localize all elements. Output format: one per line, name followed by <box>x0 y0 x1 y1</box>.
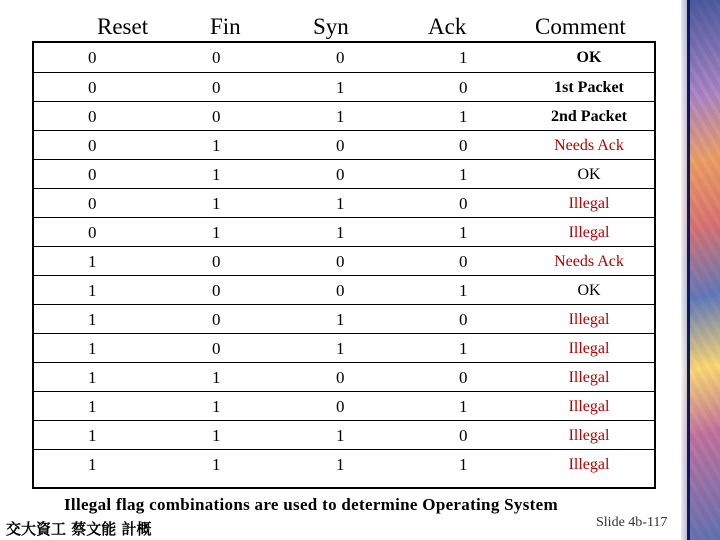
table-row <box>34 362 654 391</box>
cell-ack: 0 <box>459 194 468 213</box>
cell-comment: OK <box>577 282 601 299</box>
cell-ack: 0 <box>459 310 468 329</box>
decorative-side-stripe <box>681 0 720 540</box>
cell-syn: 1 <box>336 194 345 213</box>
header-syn: Syn <box>313 14 349 39</box>
cell-reset: 1 <box>88 339 97 358</box>
cell-reset: 0 <box>88 165 97 184</box>
cell-ack: 1 <box>459 48 468 67</box>
table-row <box>34 246 654 275</box>
cell-fin: 1 <box>212 223 221 242</box>
cell-fin: 1 <box>212 194 221 213</box>
cell-syn: 0 <box>336 165 345 184</box>
cell-reset: 0 <box>88 194 97 213</box>
header-fin: Fin <box>210 14 241 39</box>
cell-fin: 1 <box>212 165 221 184</box>
cell-comment: Illegal <box>568 369 610 386</box>
cell-ack: 1 <box>459 339 468 358</box>
table-row <box>34 159 654 188</box>
cell-reset: 0 <box>88 107 97 126</box>
cell-comment: Illegal <box>568 195 610 212</box>
table-row <box>34 333 654 362</box>
cell-ack: 1 <box>459 455 468 474</box>
cell-comment: Illegal <box>568 224 610 241</box>
cell-syn: 0 <box>336 252 345 271</box>
cell-reset: 1 <box>88 368 97 387</box>
cell-reset: 0 <box>88 78 97 97</box>
cell-fin: 1 <box>212 426 221 445</box>
cell-reset: 1 <box>88 426 97 445</box>
flag-table <box>32 41 656 489</box>
cell-comment: OK <box>577 166 601 183</box>
table-row <box>34 420 654 449</box>
cell-syn: 1 <box>336 78 345 97</box>
cell-fin: 0 <box>212 48 221 67</box>
cell-ack: 1 <box>459 397 468 416</box>
cell-reset: 1 <box>88 281 97 300</box>
cell-comment: Needs Ack <box>554 253 624 270</box>
cell-reset: 0 <box>88 136 97 155</box>
cell-reset: 1 <box>88 252 97 271</box>
cell-comment: Illegal <box>568 398 610 415</box>
cell-ack: 1 <box>459 281 468 300</box>
cell-syn: 0 <box>336 48 345 67</box>
cell-syn: 0 <box>336 368 345 387</box>
cell-reset: 0 <box>88 223 97 242</box>
cell-syn: 1 <box>336 426 345 445</box>
header-reset: Reset <box>97 14 149 39</box>
cell-reset: 1 <box>88 397 97 416</box>
cell-syn: 0 <box>336 136 345 155</box>
institution-label: 交大資工 蔡文能 計概 <box>6 520 152 538</box>
table-row <box>34 130 654 159</box>
table-row <box>34 101 654 130</box>
cell-syn: 0 <box>336 281 345 300</box>
cell-comment: Illegal <box>568 456 610 473</box>
cell-fin: 0 <box>212 339 221 358</box>
cell-fin: 0 <box>212 310 221 329</box>
cell-fin: 0 <box>212 281 221 300</box>
cell-syn: 0 <box>336 397 345 416</box>
cell-syn: 1 <box>336 223 345 242</box>
cell-comment: Illegal <box>568 311 610 328</box>
cell-ack: 0 <box>459 368 468 387</box>
table-row <box>34 275 654 304</box>
table-row <box>34 188 654 217</box>
slide-number: Slide 4b-117 <box>596 515 668 530</box>
cell-comment: Illegal <box>568 427 610 444</box>
cell-ack: 1 <box>459 223 468 242</box>
cell-reset: 1 <box>88 455 97 474</box>
cell-fin: 1 <box>212 455 221 474</box>
cell-comment: OK <box>576 49 602 66</box>
table-row <box>34 217 654 246</box>
cell-ack: 0 <box>459 426 468 445</box>
cell-ack: 0 <box>459 252 468 271</box>
table-row <box>34 304 654 333</box>
cell-fin: 0 <box>212 252 221 271</box>
cell-comment: 2nd Packet <box>551 108 627 125</box>
table-header <box>0 14 680 42</box>
cell-fin: 0 <box>212 78 221 97</box>
cell-ack: 0 <box>459 136 468 155</box>
cell-syn: 1 <box>336 339 345 358</box>
caption: Illegal flag combinations are used to determine Operating System <box>64 495 558 514</box>
cell-fin: 0 <box>212 107 221 126</box>
cell-reset: 1 <box>88 310 97 329</box>
cell-fin: 1 <box>212 136 221 155</box>
cell-comment: 1st Packet <box>554 79 624 96</box>
header-ack: Ack <box>428 14 467 39</box>
cell-reset: 0 <box>88 48 97 67</box>
cell-fin: 1 <box>212 397 221 416</box>
table-row <box>34 43 654 71</box>
cell-syn: 1 <box>336 455 345 474</box>
cell-comment: Needs Ack <box>554 137 624 154</box>
cell-ack: 1 <box>459 107 468 126</box>
cell-ack: 0 <box>459 78 468 97</box>
cell-fin: 1 <box>212 368 221 387</box>
header-comment: Comment <box>535 14 626 39</box>
cell-syn: 1 <box>336 310 345 329</box>
table-row <box>34 391 654 420</box>
table-row <box>34 449 654 478</box>
cell-comment: Illegal <box>568 340 610 357</box>
cell-syn: 1 <box>336 107 345 126</box>
cell-ack: 1 <box>459 165 468 184</box>
table-row <box>34 72 654 101</box>
